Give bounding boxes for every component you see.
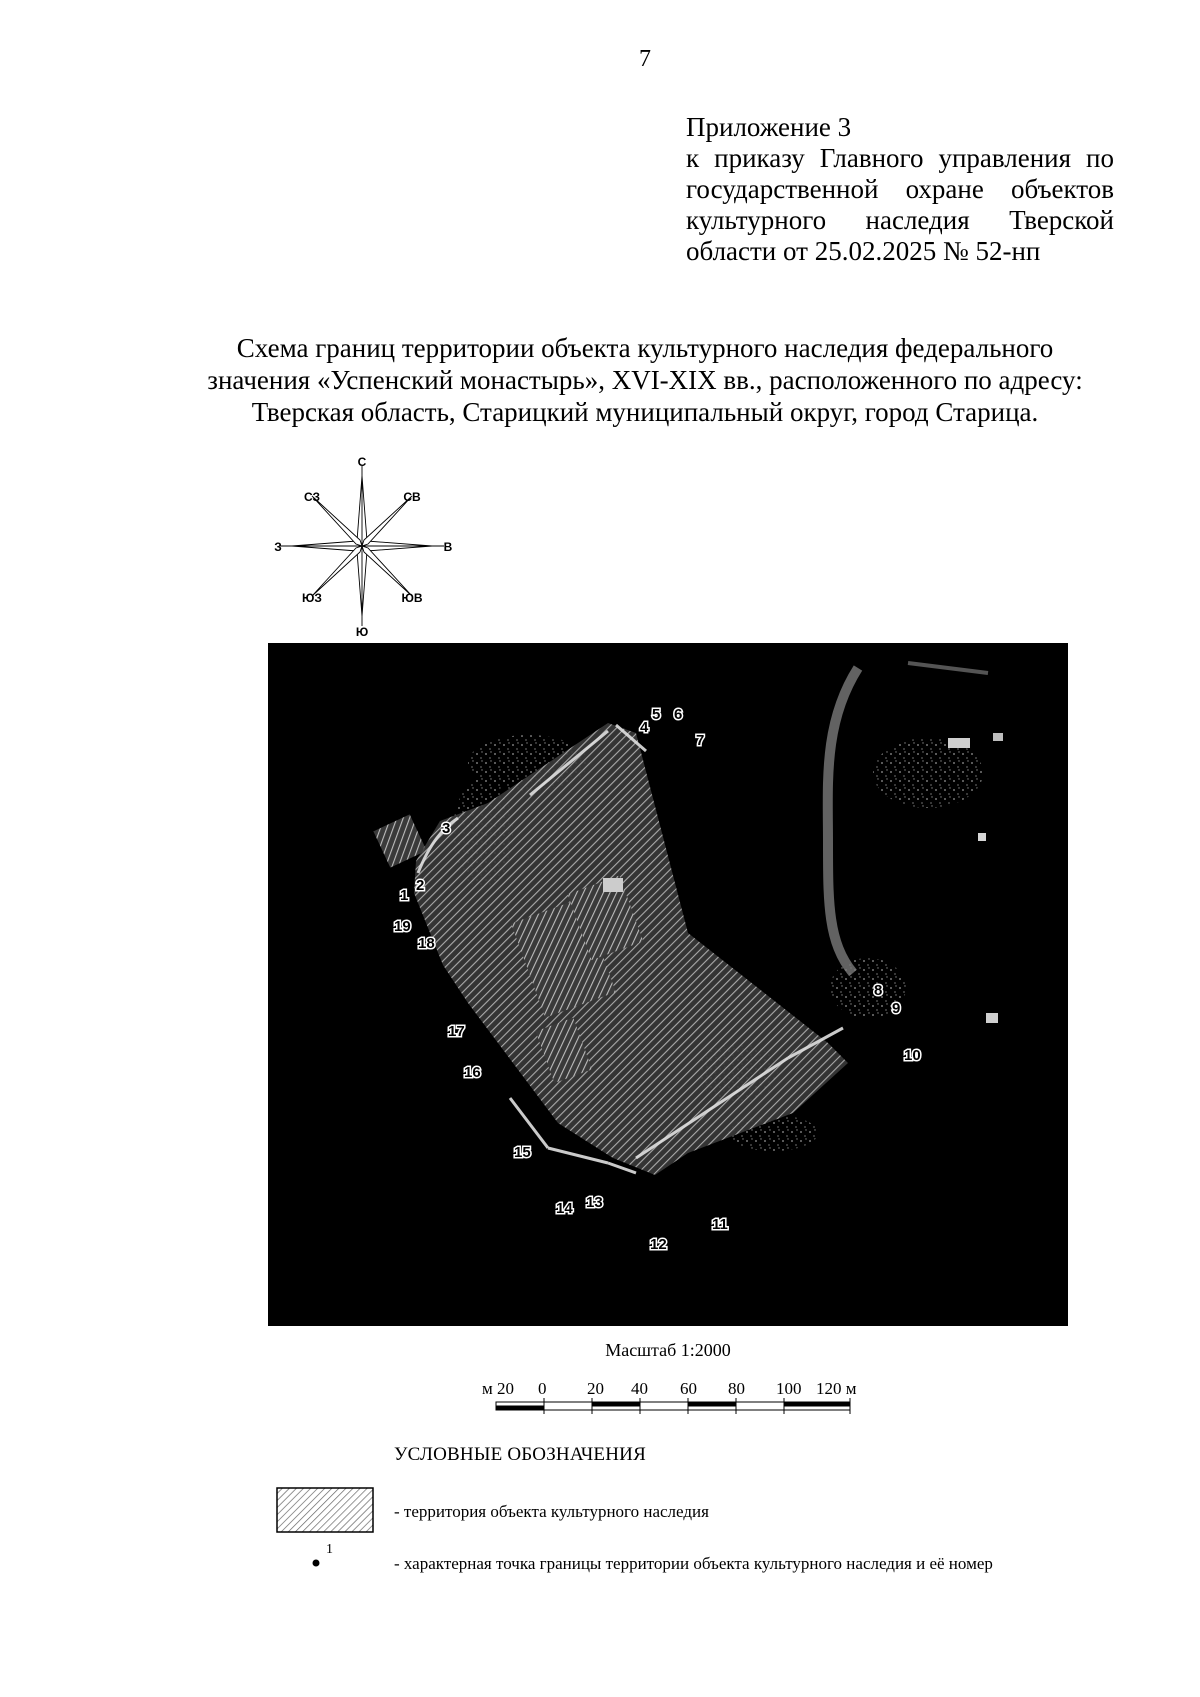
compass-label-sw: ЮЗ — [302, 591, 322, 605]
title-line: значения «Успенский монастырь», XVI-XIX вв., расположенного по адресу: — [207, 365, 1083, 395]
compass-label-w: З — [274, 540, 282, 554]
river-line — [828, 668, 858, 973]
legend-text-point: - характерная точка границы территории объекта культурного наследия и её номер — [394, 1554, 993, 1573]
point-label-6: 6 — [674, 706, 683, 723]
point-label-7: 7 — [696, 732, 705, 749]
title-line: Схема границ территории объекта культурного наследия федерального — [236, 333, 1054, 363]
point-label-14: 14 — [556, 1200, 573, 1217]
point-label-15: 15 — [514, 1144, 531, 1161]
legend-hatch-swatch — [276, 1487, 374, 1533]
legend-text-territory: - территория объекта культурного наследия — [394, 1502, 709, 1521]
scale-tick: 40 — [631, 1379, 648, 1398]
appendix-line: государственной охране объектов — [686, 174, 1114, 204]
map-building — [993, 733, 1003, 741]
point-label-17: 17 — [448, 1023, 465, 1040]
compass-label-ne: СВ — [403, 490, 421, 504]
scale-tick: 100 — [776, 1379, 802, 1398]
compass-label-se: ЮВ — [401, 591, 423, 605]
scale-bar — [480, 1378, 870, 1428]
point-label-11: 11 — [712, 1216, 728, 1233]
scale-tick: 0 — [538, 1379, 547, 1398]
compass-label-e: В — [443, 540, 452, 554]
legend-title: УСЛОВНЫЕ ОБОЗНАЧЕНИЯ — [394, 1444, 646, 1465]
point-label-3: 3 — [442, 820, 451, 837]
compass-label-nw: СЗ — [303, 490, 321, 504]
scale-tick: 80 — [728, 1379, 745, 1398]
document-title — [150, 332, 1140, 428]
scale-tick: 20 — [587, 1379, 604, 1398]
map-building — [978, 833, 986, 841]
scale-title: Масштаб 1:2000 — [605, 1340, 731, 1360]
point-label-2: 2 — [416, 877, 425, 894]
point-label-16: 16 — [464, 1064, 481, 1081]
page-number: 7 — [639, 46, 651, 72]
legend-point-icon — [306, 1543, 346, 1573]
satellite-map — [268, 643, 1068, 1326]
legend-point-label: 1 — [326, 1543, 333, 1557]
scale-tick: 120 м — [816, 1379, 857, 1398]
point-label-10: 10 — [904, 1047, 921, 1064]
compass-rose — [272, 456, 452, 636]
scale-tick-labels — [482, 1379, 857, 1398]
point-label-18: 18 — [418, 935, 435, 952]
point-label-12: 12 — [650, 1236, 667, 1253]
appendix-block — [686, 112, 1114, 267]
title-line: Тверская область, Старицкий муниципальный округ, город Старица. — [251, 397, 1039, 427]
point-label-8: 8 — [874, 982, 883, 999]
scale-tick: 60 — [680, 1379, 697, 1398]
point-label-4: 4 — [640, 719, 649, 736]
map-building — [948, 738, 970, 748]
map-building — [986, 1013, 998, 1023]
point-label-9: 9 — [892, 1000, 901, 1017]
road-line — [908, 663, 988, 673]
point-label-13: 13 — [586, 1194, 603, 1211]
appendix-line: к приказу Главного управления по — [686, 143, 1114, 173]
point-label-19: 19 — [394, 918, 411, 935]
compass-label-s: Ю — [355, 625, 369, 636]
scale-tick: м 20 — [482, 1379, 515, 1398]
scale-ruler — [496, 1398, 850, 1414]
point-label-1: 1 — [400, 887, 409, 904]
appendix-line: культурного наследия Тверской — [686, 205, 1114, 235]
compass-label-n: С — [357, 456, 367, 469]
point-label-5: 5 — [652, 706, 661, 723]
appendix-line: Приложение 3 — [686, 112, 852, 142]
appendix-line: области от 25.02.2025 № 52-нп — [686, 236, 1041, 266]
